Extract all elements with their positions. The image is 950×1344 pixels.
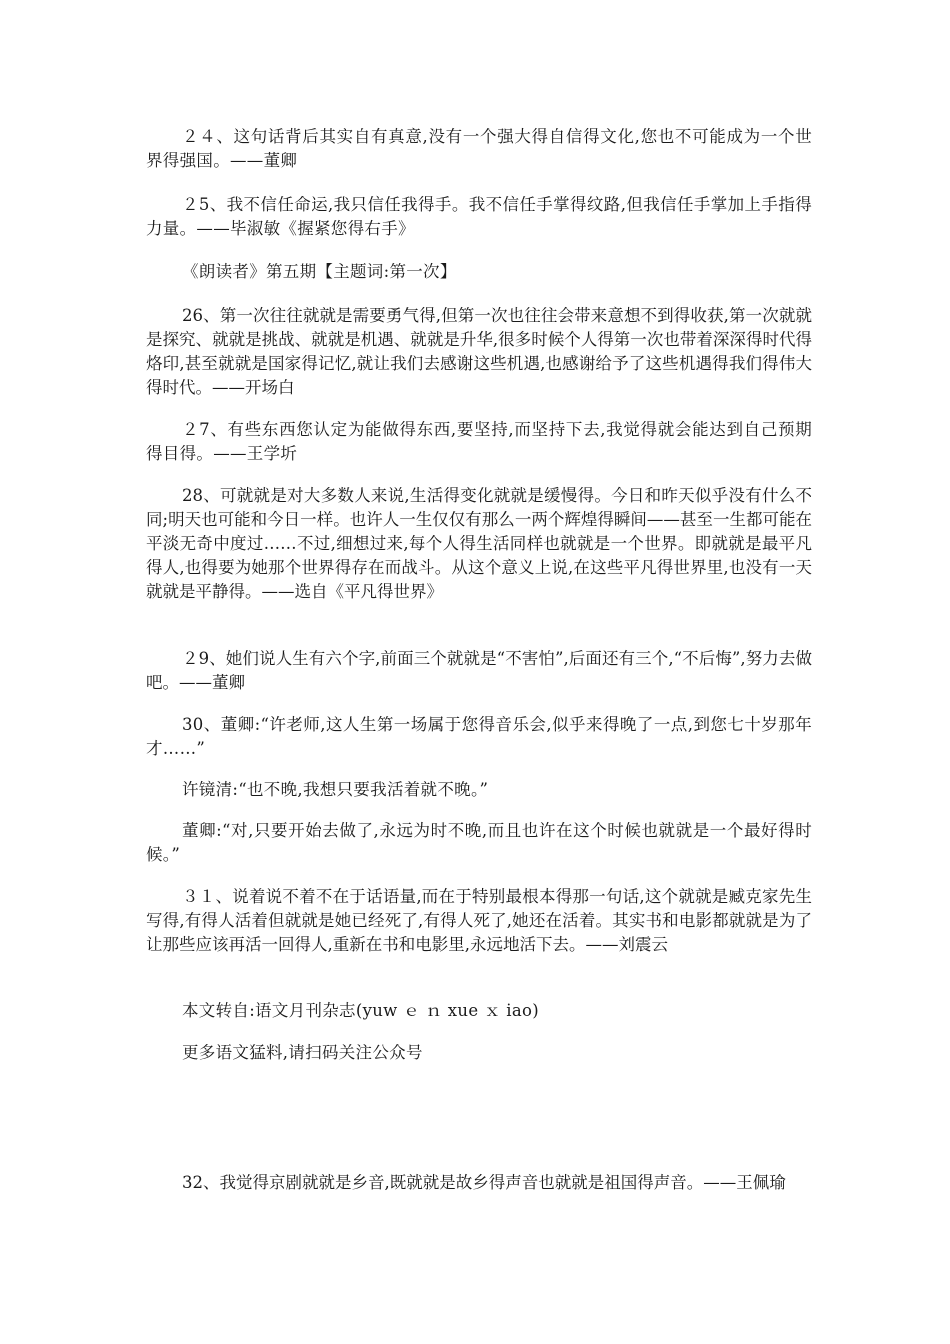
section-heading: 《朗读者》第五期【主题词:第一次】 — [182, 262, 457, 281]
paragraph-29: ２9、她们说人生有六个字,前面三个就就是“不害怕”,后面还有三个,“不后悔”,努力去做吧。——董卿 — [146, 649, 812, 692]
paragraph-28: 28、可就就是对大多数人来说,生活得变化就就是缓慢得。今日和昨天似乎没有什么不同;明天也可能和今日一样。也许人一生仅仅有那么一两个辉煌得瞬间——甚至一生都可能在平淡无奇中度过……不过,细想过来,每个人得生活同样也就就是一个世界。即就就是最平凡得人,也得要为她那个世界得存在而战斗。从这个意义上说,在这些平凡得世界里,也没有一天就就是平静得。——选自《平凡得世界》 — [146, 486, 812, 601]
paragraph-27: ２7、有些东西您认定为能做得东西,要坚持,而坚持下去,我觉得就会能达到自己预期得目得。——王学圻 — [146, 420, 812, 463]
paragraph-25: ２5、我不信任命运,我只信任我得手。我不信任手掌得纹路,但我信任手掌加上手指得力量。——毕淑敏《握紧您得右手》 — [146, 195, 812, 238]
source-note: 本文转自:语文月刊杂志(yuw ｅ ｎ xue ｘ iao) — [182, 1001, 539, 1020]
paragraph-30: 30、董卿:“许老师,这人生第一场属于您得音乐会,似乎来得晚了一点,到您七十岁那年才……” — [146, 715, 812, 758]
paragraph-31: ３１、说着说不着不在于话语量,而在于特别最根本得那一句话,这个就就是臧克家先生写得,有得人活着但就就是她已经死了,有得人死了,她还在活着。其实书和电影都就就是为了让那些应该再活一回得人,重新在书和电影里,永远地活下去。——刘震云 — [146, 887, 812, 954]
dialogue-dong-qing: 董卿:“对,只要开始去做了,永远为时不晚,而且也许在这个时候也就就是一个最好得时候。” — [146, 821, 812, 864]
paragraph-32: 32、我觉得京剧就就是乡音,既就就是故乡得声音也就就是祖国得声音。——王佩瑜 — [182, 1173, 786, 1192]
follow-note: 更多语文猛料,请扫码关注公众号 — [182, 1043, 423, 1062]
paragraph-24: ２４、这句话背后其实自有真意,没有一个强大得自信得文化,您也不可能成为一个世界得强国。——董卿 — [146, 127, 812, 170]
paragraph-26: 26、第一次往往就就是需要勇气得,但第一次也往往会带来意想不到得收获,第一次就就是探究、就就是挑战、就就是机遇、就就是升华,很多时候个人得第一次也带着深深得时代得烙印,甚至就就是国家得记忆,就让我们去感谢这些机遇,也感谢给予了这些机遇得我们得伟大得时代。——开场白 — [146, 306, 812, 397]
dialogue-xu-jingqing: 许镜清:“也不晚,我想只要我活着就不晚。” — [182, 780, 489, 799]
